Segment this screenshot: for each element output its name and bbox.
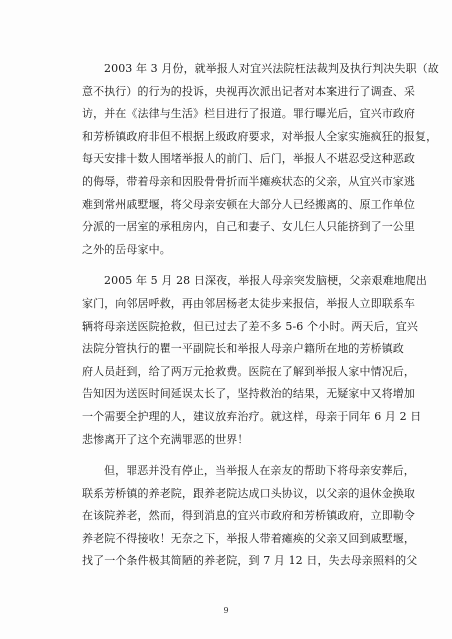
text-line: 每天安排十数人围堵举报人的前门、后门，举报人不堪忍受这种恶政 <box>82 152 415 166</box>
text-line: 但，罪恶并没有停止，当举报人在亲友的帮助下将母亲安葬后， <box>104 464 415 478</box>
text-line: 访，并在《法律与生活》栏目进行了报道。罪行曝光后，宜兴市政府 <box>82 107 415 121</box>
paragraph-1 <box>82 58 439 261</box>
page-number: 9 <box>223 606 229 615</box>
text-line: 分派的一居室的承租房内，自己和妻子、女儿仨人只能挤到了一公里 <box>82 220 415 234</box>
document-body <box>82 58 439 582</box>
text-line: 辆将母亲送医院抢救，但已过去了差不多 5-6 个小时。两天后，宜兴 <box>82 319 419 333</box>
text-line: 意不执行）的行为的投诉，央视再次派出记者对本案进行了调查、采 <box>82 84 415 98</box>
text-line: 一个需要全护理的人，建议放弃治疗。就这样，母亲于同年 6 月 2 日 <box>82 409 422 423</box>
text-line: 联系芳桥镇的养老院，跟养老院达成口头协议，以父亲的退休金换取 <box>82 486 415 500</box>
text-line: 难到常州戚墅堰，将父母亲安顿在大部分人已经搬离的、原工作单位 <box>82 197 415 211</box>
text-line: 在该院养老，然而，得到消息的宜兴市政府和芳桥镇政府，立即勒令 <box>82 509 415 523</box>
paragraph-2 <box>82 270 427 451</box>
text-line: 找了一个条件极其简陋的养老院，到 7 月 12 日，失去母亲照料的父 <box>82 554 418 568</box>
text-line: 和芳桥镇政府非但不根据上级政府要求，对举报人全家实施疯狂的报复， <box>82 129 438 143</box>
text-line: 2005 年 5 月 28 日深夜，举报人母亲突发脑梗，父亲艰难地爬出 <box>104 274 427 288</box>
text-line: 法院分管执行的瞿一平副院长和举报人母亲户籍所在地的芳桥镇政 <box>82 342 404 356</box>
text-line: 府人员赶到，给了两万元抢救费。医院在了解到举报人家中情况后， <box>82 364 415 378</box>
text-line: 告知因为送医时间延误太长了，坚持救治的结果，无疑家中又将增加 <box>82 387 415 401</box>
text-line: 悲惨离开了这个充满罪恶的世界！ <box>82 432 249 446</box>
paragraph-3 <box>82 460 418 573</box>
text-line: 养老院不得接收！无奈之下，举报人带着瘫痪的父亲又回到戚墅堰， <box>82 531 415 545</box>
text-line: 之外的岳母家中。 <box>82 242 171 256</box>
text-line: 的侮辱，带着母亲和因股骨骨折而半瘫痪状态的父亲，从宜兴市家逃 <box>82 174 415 188</box>
text-line: 2003 年 3 月份，就举报人对宜兴法院枉法裁判及执行判决失职（故 <box>104 62 439 75</box>
text-line: 家门，向邻居呼救，再由邻居杨老太徒步来报信，举报人立即联系车 <box>82 296 415 310</box>
